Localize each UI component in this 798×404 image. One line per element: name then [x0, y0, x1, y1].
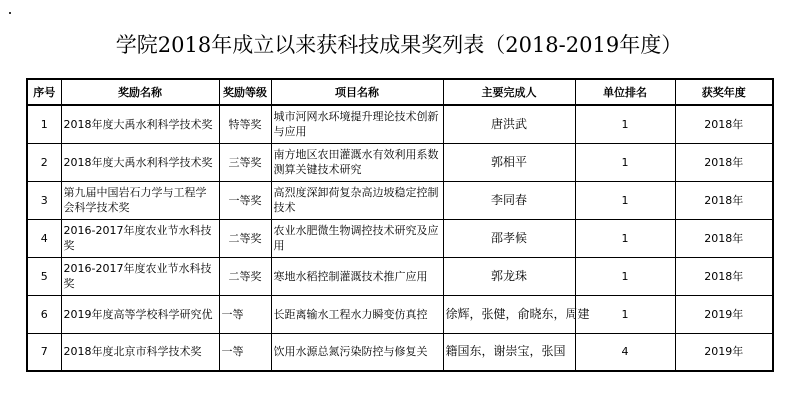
- cell-no: 5: [27, 257, 61, 295]
- page-title: 学院2018年成立以来获科技成果奖列表（2018-2019年度）: [115, 33, 683, 57]
- cell-persons: 李同春: [443, 181, 575, 219]
- table-row: [27, 105, 773, 143]
- cell-no: 7: [27, 333, 61, 371]
- cell-rank: 1: [575, 143, 675, 181]
- table-row: [27, 333, 773, 371]
- cell-award: 2018年度大禹水利科学技术奖: [61, 143, 219, 181]
- cell-level: 二等奖: [219, 219, 271, 257]
- cell-award: 2018年度大禹水利科学技术奖: [61, 105, 219, 143]
- cell-persons: 郭相平: [443, 143, 575, 181]
- cell-no: 2: [27, 143, 61, 181]
- cell-no: 3: [27, 181, 61, 219]
- table-row: [27, 219, 773, 257]
- cell-rank: 1: [575, 295, 675, 333]
- cell-year: 2019年: [675, 333, 773, 371]
- table-row: [27, 295, 773, 333]
- cell-no: 1: [27, 105, 61, 143]
- cell-year: 2018年: [675, 257, 773, 295]
- cell-rank: 1: [575, 219, 675, 257]
- header-year: 获奖年度: [675, 79, 773, 105]
- corner-dot: [9, 12, 11, 14]
- table-row: [27, 143, 773, 181]
- cell-level: 二等奖: [219, 257, 271, 295]
- header-level: 奖励等级: [219, 79, 271, 105]
- header-rank: 单位排名: [575, 79, 675, 105]
- cell-rank: 1: [575, 105, 675, 143]
- table-row: [27, 181, 773, 219]
- cell-year: 2018年: [675, 219, 773, 257]
- cell-project: 寒地水稻控制灌溉技术推广应用: [271, 257, 443, 295]
- cell-project: 农业水肥微生物调控技术研究及应用: [271, 219, 443, 257]
- cell-award: 2016-2017年度农业节水科技奖: [61, 219, 219, 257]
- cell-persons: 徐辉，张健，俞晓东，周建: [443, 295, 575, 333]
- cell-award: 2016-2017年度农业节水科技奖: [61, 257, 219, 295]
- table-header-row: [27, 79, 773, 105]
- cell-rank: 1: [575, 181, 675, 219]
- header-no: 序号: [27, 79, 61, 105]
- cell-persons: 籍国东，谢崇宝，张国: [443, 333, 575, 371]
- cell-project: 饮用水源总氮污染防控与修复关: [271, 333, 443, 371]
- cell-year: 2019年: [675, 295, 773, 333]
- awards-table: [26, 78, 774, 372]
- cell-year: 2018年: [675, 105, 773, 143]
- header-persons: 主要完成人: [443, 79, 575, 105]
- cell-persons: 唐洪武: [443, 105, 575, 143]
- cell-level: 特等奖: [219, 105, 271, 143]
- cell-award: 2018年度北京市科学技术奖: [61, 333, 219, 371]
- cell-project: 城市河网水环境提升理论技术创新与应用: [271, 105, 443, 143]
- cell-project: 长距离输水工程水力瞬变仿真控: [271, 295, 443, 333]
- cell-project: 高烈度深卸荷复杂高边坡稳定控制技术: [271, 181, 443, 219]
- cell-level: 一等: [219, 295, 271, 333]
- cell-persons: 邵孝候: [443, 219, 575, 257]
- cell-year: 2018年: [675, 181, 773, 219]
- header-project: 项目名称: [271, 79, 443, 105]
- cell-rank: 1: [575, 257, 675, 295]
- cell-level: 一等: [219, 333, 271, 371]
- cell-award: 2019年度高等学校科学研究优: [61, 295, 219, 333]
- header-award: 奖励名称: [61, 79, 219, 105]
- cell-persons: 郭龙珠: [443, 257, 575, 295]
- cell-no: 6: [27, 295, 61, 333]
- table-row: [27, 257, 773, 295]
- cell-rank: 4: [575, 333, 675, 371]
- cell-level: 三等奖: [219, 143, 271, 181]
- cell-year: 2018年: [675, 143, 773, 181]
- cell-project: 南方地区农田灌溉水有效利用系数测算关键技术研究: [271, 143, 443, 181]
- cell-award: 第九届中国岩石力学与工程学会科学技术奖: [61, 181, 219, 219]
- cell-no: 4: [27, 219, 61, 257]
- cell-level: 一等奖: [219, 181, 271, 219]
